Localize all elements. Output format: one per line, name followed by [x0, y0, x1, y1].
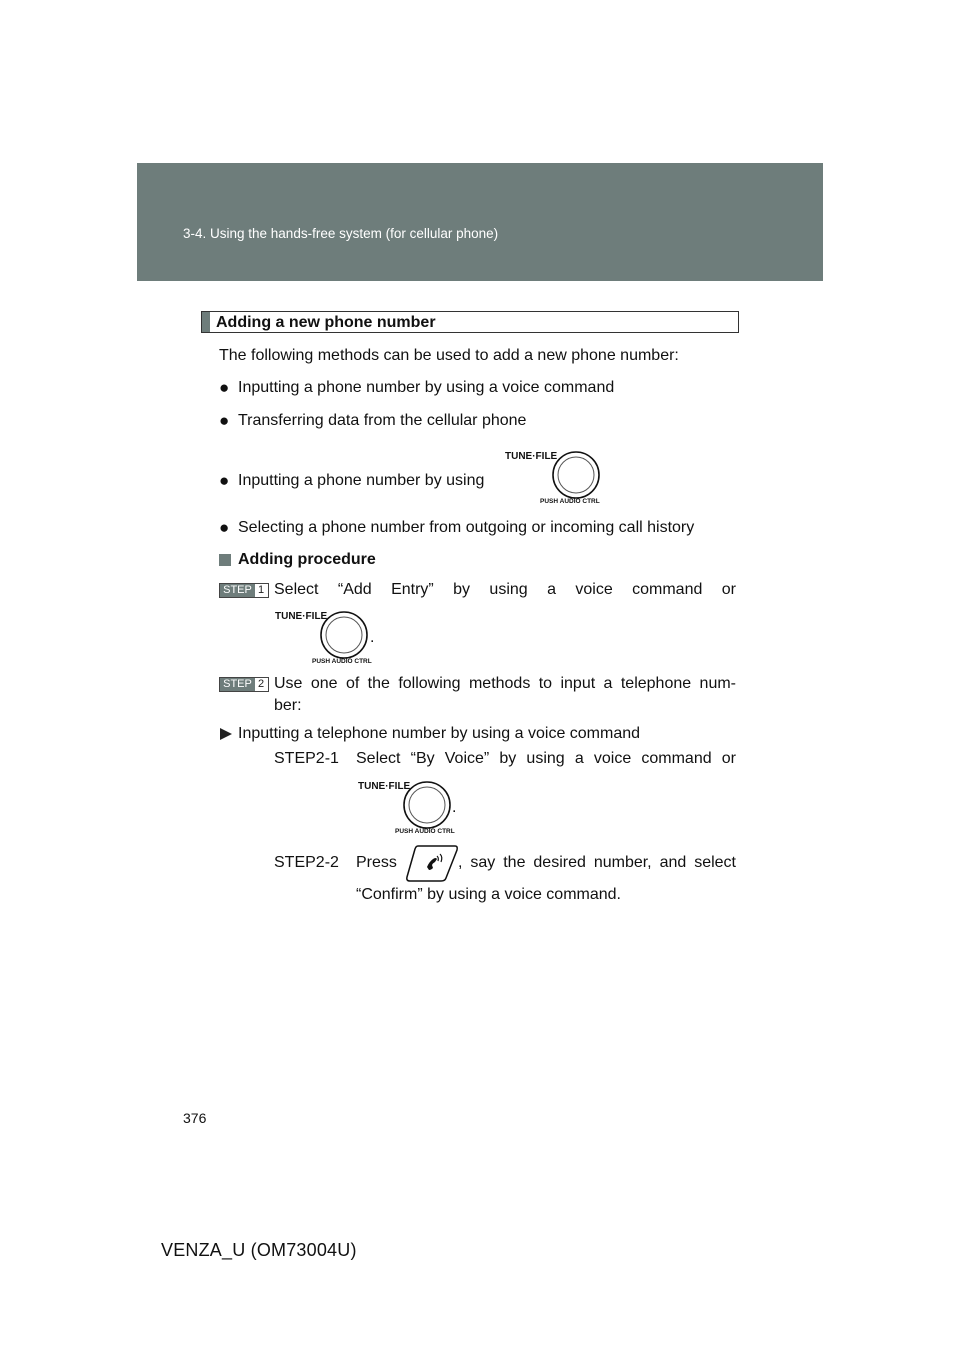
- tune-file-knob-icon: [272, 608, 382, 666]
- step-1-badge: [219, 583, 269, 598]
- method-item: Selecting a phone number from outgoing or incoming call history: [238, 519, 695, 536]
- section-title-bar: [202, 312, 210, 332]
- substep-2-2-text-cont: “Confirm” by using a voice command.: [356, 886, 621, 903]
- tune-file-knob-icon: [500, 448, 610, 506]
- knob-top-label: TUNE·FILE: [505, 451, 558, 462]
- knob-top-label: TUNE·FILE: [275, 611, 328, 622]
- section-header: 3-4. Using the hands-free system (for cellular phone): [183, 226, 499, 241]
- method-item: Inputting a phone number by using a voice command: [238, 379, 615, 396]
- knob-bottom-label: PUSH AUDIO CTRL: [312, 658, 372, 665]
- bullet-icon: ●: [219, 518, 230, 537]
- bullet-icon: ●: [219, 411, 230, 430]
- step-badge-label: STEP: [220, 584, 255, 597]
- substep-label: STEP2-2: [274, 854, 339, 871]
- method-item: Transferring data from the cellular phone: [238, 412, 527, 429]
- period: .: [370, 629, 375, 646]
- substep-2-1-text: Select “By Voice” by using a voice command or: [356, 750, 736, 767]
- press-text: Press: [356, 854, 397, 871]
- period: .: [452, 799, 457, 816]
- triangle-bullet-icon: [219, 727, 233, 741]
- talk-switch-icon: [404, 843, 460, 883]
- step-2-badge: [219, 677, 269, 692]
- bullet-icon: ●: [219, 378, 230, 397]
- step-badge-number: 2: [258, 678, 265, 690]
- section-title: Adding a new phone number: [216, 314, 436, 331]
- step-2-text-cont: ber:: [274, 697, 302, 714]
- substep-2-2-text: , say the desired number, and select: [458, 854, 736, 871]
- substep-label: STEP2-1: [274, 750, 339, 767]
- step-badge-number: 1: [258, 584, 265, 596]
- knob-bottom-label: PUSH AUDIO CTRL: [540, 498, 600, 505]
- step-1-text: Select “Add Entry” by using a voice command or: [274, 581, 736, 598]
- tune-file-knob-icon: [355, 778, 465, 836]
- step-2-text: Use one of the following methods to input a telephone num-: [274, 675, 736, 692]
- knob-top-label: TUNE·FILE: [358, 781, 411, 792]
- step-badge-label: STEP: [220, 678, 255, 691]
- bullet-icon: ●: [219, 471, 230, 490]
- sub-method-text: Inputting a telephone number by using a voice command: [238, 725, 641, 742]
- header-band: [137, 163, 823, 281]
- page-number: 376: [183, 1110, 207, 1126]
- procedure-title: Adding procedure: [238, 551, 376, 568]
- footer-code: VENZA_U (OM73004U): [161, 1240, 357, 1260]
- intro-text: The following methods can be used to add a new phone number:: [219, 347, 679, 364]
- method-item: Inputting a phone number by using: [238, 472, 485, 489]
- knob-bottom-label: PUSH AUDIO CTRL: [395, 828, 455, 835]
- section-title-box: [201, 311, 739, 333]
- square-bullet-icon: [219, 554, 231, 566]
